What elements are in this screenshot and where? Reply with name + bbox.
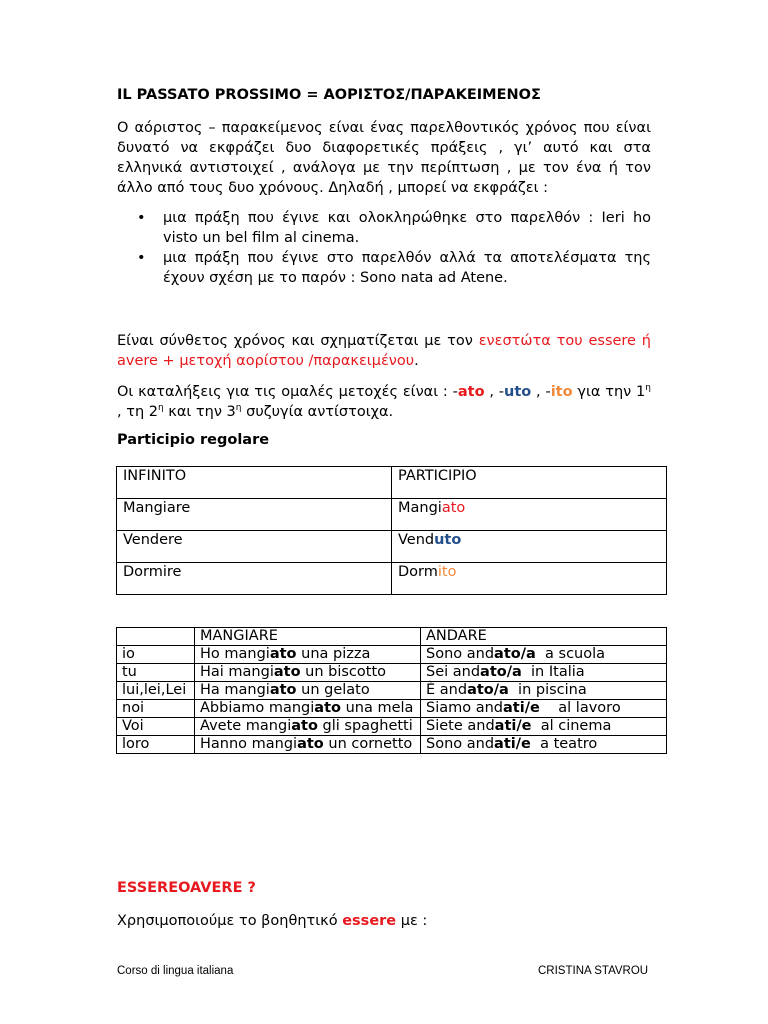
andare-cell — [421, 664, 667, 682]
verb-object: al lavoro — [539, 700, 621, 716]
participle-stem: Vend — [398, 532, 435, 548]
mangiare-cell — [195, 664, 421, 682]
table-row — [117, 700, 667, 718]
andare-cell — [421, 700, 667, 718]
ordinal-sup: η — [645, 383, 652, 394]
endings-text: , τη 2 — [117, 404, 158, 420]
verb-ending: ato/a — [494, 646, 536, 662]
formation-paragraph — [117, 331, 651, 371]
verb-object: un gelato — [296, 682, 370, 698]
verb-ending: ato — [269, 682, 297, 698]
verb-object: in Italia — [521, 664, 585, 680]
participle-cell — [392, 531, 667, 563]
table-row — [117, 736, 667, 754]
verb-object: una pizza — [296, 646, 371, 662]
verb-object: una mela — [340, 700, 414, 716]
mangiare-cell — [195, 700, 421, 718]
verb-ending: ato — [273, 664, 301, 680]
endings-text: συζυγία αντίστοιχα. — [241, 404, 394, 420]
mangiare-cell — [195, 646, 421, 664]
question-heading: ESSEREOAVERE ? — [117, 880, 256, 896]
verb-stem: Hai mangi — [200, 664, 274, 680]
infinitive-cell: Mangiare — [117, 499, 392, 531]
andare-cell — [421, 682, 667, 700]
verb-object: a teatro — [530, 736, 598, 752]
bullet-list — [117, 208, 651, 288]
table-row — [117, 499, 667, 531]
participle-cell — [392, 499, 667, 531]
table-row — [117, 646, 667, 664]
andare-cell — [421, 736, 667, 754]
verb-object: un biscotto — [300, 664, 387, 680]
pronoun-cell: tu — [117, 664, 195, 682]
pronoun-cell: io — [117, 646, 195, 664]
verb-ending: ato — [269, 646, 297, 662]
table-header-cell: INFINITO — [117, 467, 392, 499]
auxiliary-essere: essere — [342, 913, 397, 929]
participle-ending: ato — [441, 500, 466, 516]
verb-stem: Ho mangi — [200, 646, 270, 662]
endings-text: Οι καταλήξεις για τις ομαλές μετοχές είναι : - — [117, 384, 458, 400]
infinitive-cell: Vendere — [117, 531, 392, 563]
verb-object: a scuola — [535, 646, 606, 662]
table-header-cell: MANGIARE — [195, 628, 421, 646]
mangiare-cell — [195, 682, 421, 700]
verb-stem: Abbiamo mangi — [200, 700, 315, 716]
mangiare-cell — [195, 718, 421, 736]
auxiliary-text: Χρησιμοποιούμε το βοηθητικό — [117, 913, 343, 929]
table-header-cell — [117, 628, 195, 646]
formation-end: . — [414, 353, 419, 369]
bullet-item — [117, 248, 651, 288]
verb-stem: Hanno mangi — [200, 736, 298, 752]
table-header-cell: PARTICIPIO — [392, 467, 667, 499]
auxiliary-text: με : — [396, 913, 428, 929]
verb-stem: Sei and — [426, 664, 481, 680]
ending-ato: ato — [457, 384, 485, 400]
verb-ending: ato — [314, 700, 341, 716]
endings-text: και την 3 — [163, 404, 236, 420]
table-row — [117, 531, 667, 563]
pronoun-cell: loro — [117, 736, 195, 754]
pronoun-cell: noi — [117, 700, 195, 718]
auxiliary-line — [117, 913, 427, 929]
bullet-icon: • — [137, 210, 146, 226]
pronoun-cell: lui,lei,Lei — [117, 682, 195, 700]
verb-ending: ato — [291, 718, 318, 734]
verb-stem: Siete and — [426, 718, 495, 734]
verb-object: in piscina — [508, 682, 587, 698]
verb-stem: Ha mangi — [200, 682, 270, 698]
verb-ending: ati/e — [494, 736, 531, 752]
footer-author: CRISTINA STAVROU — [538, 965, 649, 977]
verb-stem: Siamo and — [426, 700, 504, 716]
footer-course: Corso di lingua italiana — [117, 965, 234, 977]
verb-ending: ato — [297, 736, 324, 752]
verb-ending: ati/e — [503, 700, 540, 716]
verb-stem: Avete mangi — [200, 718, 292, 734]
verb-stem: È and — [426, 682, 468, 698]
table-row — [117, 664, 667, 682]
formation-highlight: ενεστώτα του essere ή avere + μετοχή αορίστου /παρακειμένου — [117, 333, 651, 369]
infinitive-cell: Dormire — [117, 563, 392, 595]
andare-cell — [421, 646, 667, 664]
table-header-row — [117, 467, 667, 499]
verb-stem: Sono and — [426, 736, 495, 752]
table-header-cell: ANDARE — [421, 628, 667, 646]
verb-ending: ato/a — [467, 682, 509, 698]
bullet-text: μια πράξη που έγινε στο παρελθόν αλλά τα αποτελέσματα της έχουν σχέση με το παρόν : Sono nata ad Atene. — [163, 250, 651, 286]
intro-paragraph: Ο αόριστος – παρακείμενος είναι ένας παρελθοντικός χρόνος που είναι δυνατό να εκφράζει δυο διαφορετικές πράξεις , γι’ αυτό και στα ελληνικά αντιστοιχεί , ανάλογα με την περίπτωση , με τον ένα ή τον άλλο από τους δυο χρόνους. Δηλαδή , μπορεί να εκφράζει : — [117, 120, 651, 196]
endings-sep: , - — [484, 384, 505, 400]
subheading-participio: Participio regolare — [117, 432, 270, 448]
verb-ending: ati/e — [494, 718, 532, 734]
formation-text: Είναι σύνθετος χρόνος και σχηματίζεται με τον — [117, 333, 479, 349]
verb-stem: Sono and — [426, 646, 495, 662]
pronoun-cell: Voi — [117, 718, 195, 736]
ending-uto: uto — [504, 384, 532, 400]
endings-text: για την 1 — [572, 384, 646, 400]
ordinal-sup: η — [235, 403, 242, 414]
mangiare-cell — [195, 736, 421, 754]
ordinal-sup: η — [157, 403, 164, 414]
conjugation-table — [116, 627, 667, 754]
table-row — [117, 718, 667, 736]
endings-paragraph — [117, 382, 651, 422]
verb-object: un cornetto — [323, 736, 413, 752]
ending-ito: ito — [550, 384, 573, 400]
participle-stem: Mangi — [398, 500, 442, 516]
participle-table — [116, 466, 667, 595]
bullet-icon: • — [137, 250, 146, 266]
table-header-row — [117, 628, 667, 646]
bullet-item — [117, 208, 651, 248]
participle-ending: ito — [437, 564, 457, 580]
participle-stem: Dorm — [398, 564, 438, 580]
participle-cell — [392, 563, 667, 595]
page-title: IL PASSATO PROSSIMO = ΑΟΡΙΣΤΟΣ/ΠΑΡΑΚΕΙΜΕΝΟΣ — [117, 87, 541, 103]
bullet-text: μια πράξη που έγινε και ολοκληρώθηκε στο παρελθόν : Ieri ho visto un bel film al cinema. — [163, 210, 651, 246]
endings-sep: , - — [531, 384, 551, 400]
table-row — [117, 682, 667, 700]
table-row — [117, 563, 667, 595]
participle-ending: uto — [434, 532, 462, 548]
verb-ending: ato/a — [480, 664, 522, 680]
verb-object: al cinema — [531, 718, 612, 734]
andare-cell — [421, 718, 667, 736]
verb-object: gli spaghetti — [317, 718, 413, 734]
